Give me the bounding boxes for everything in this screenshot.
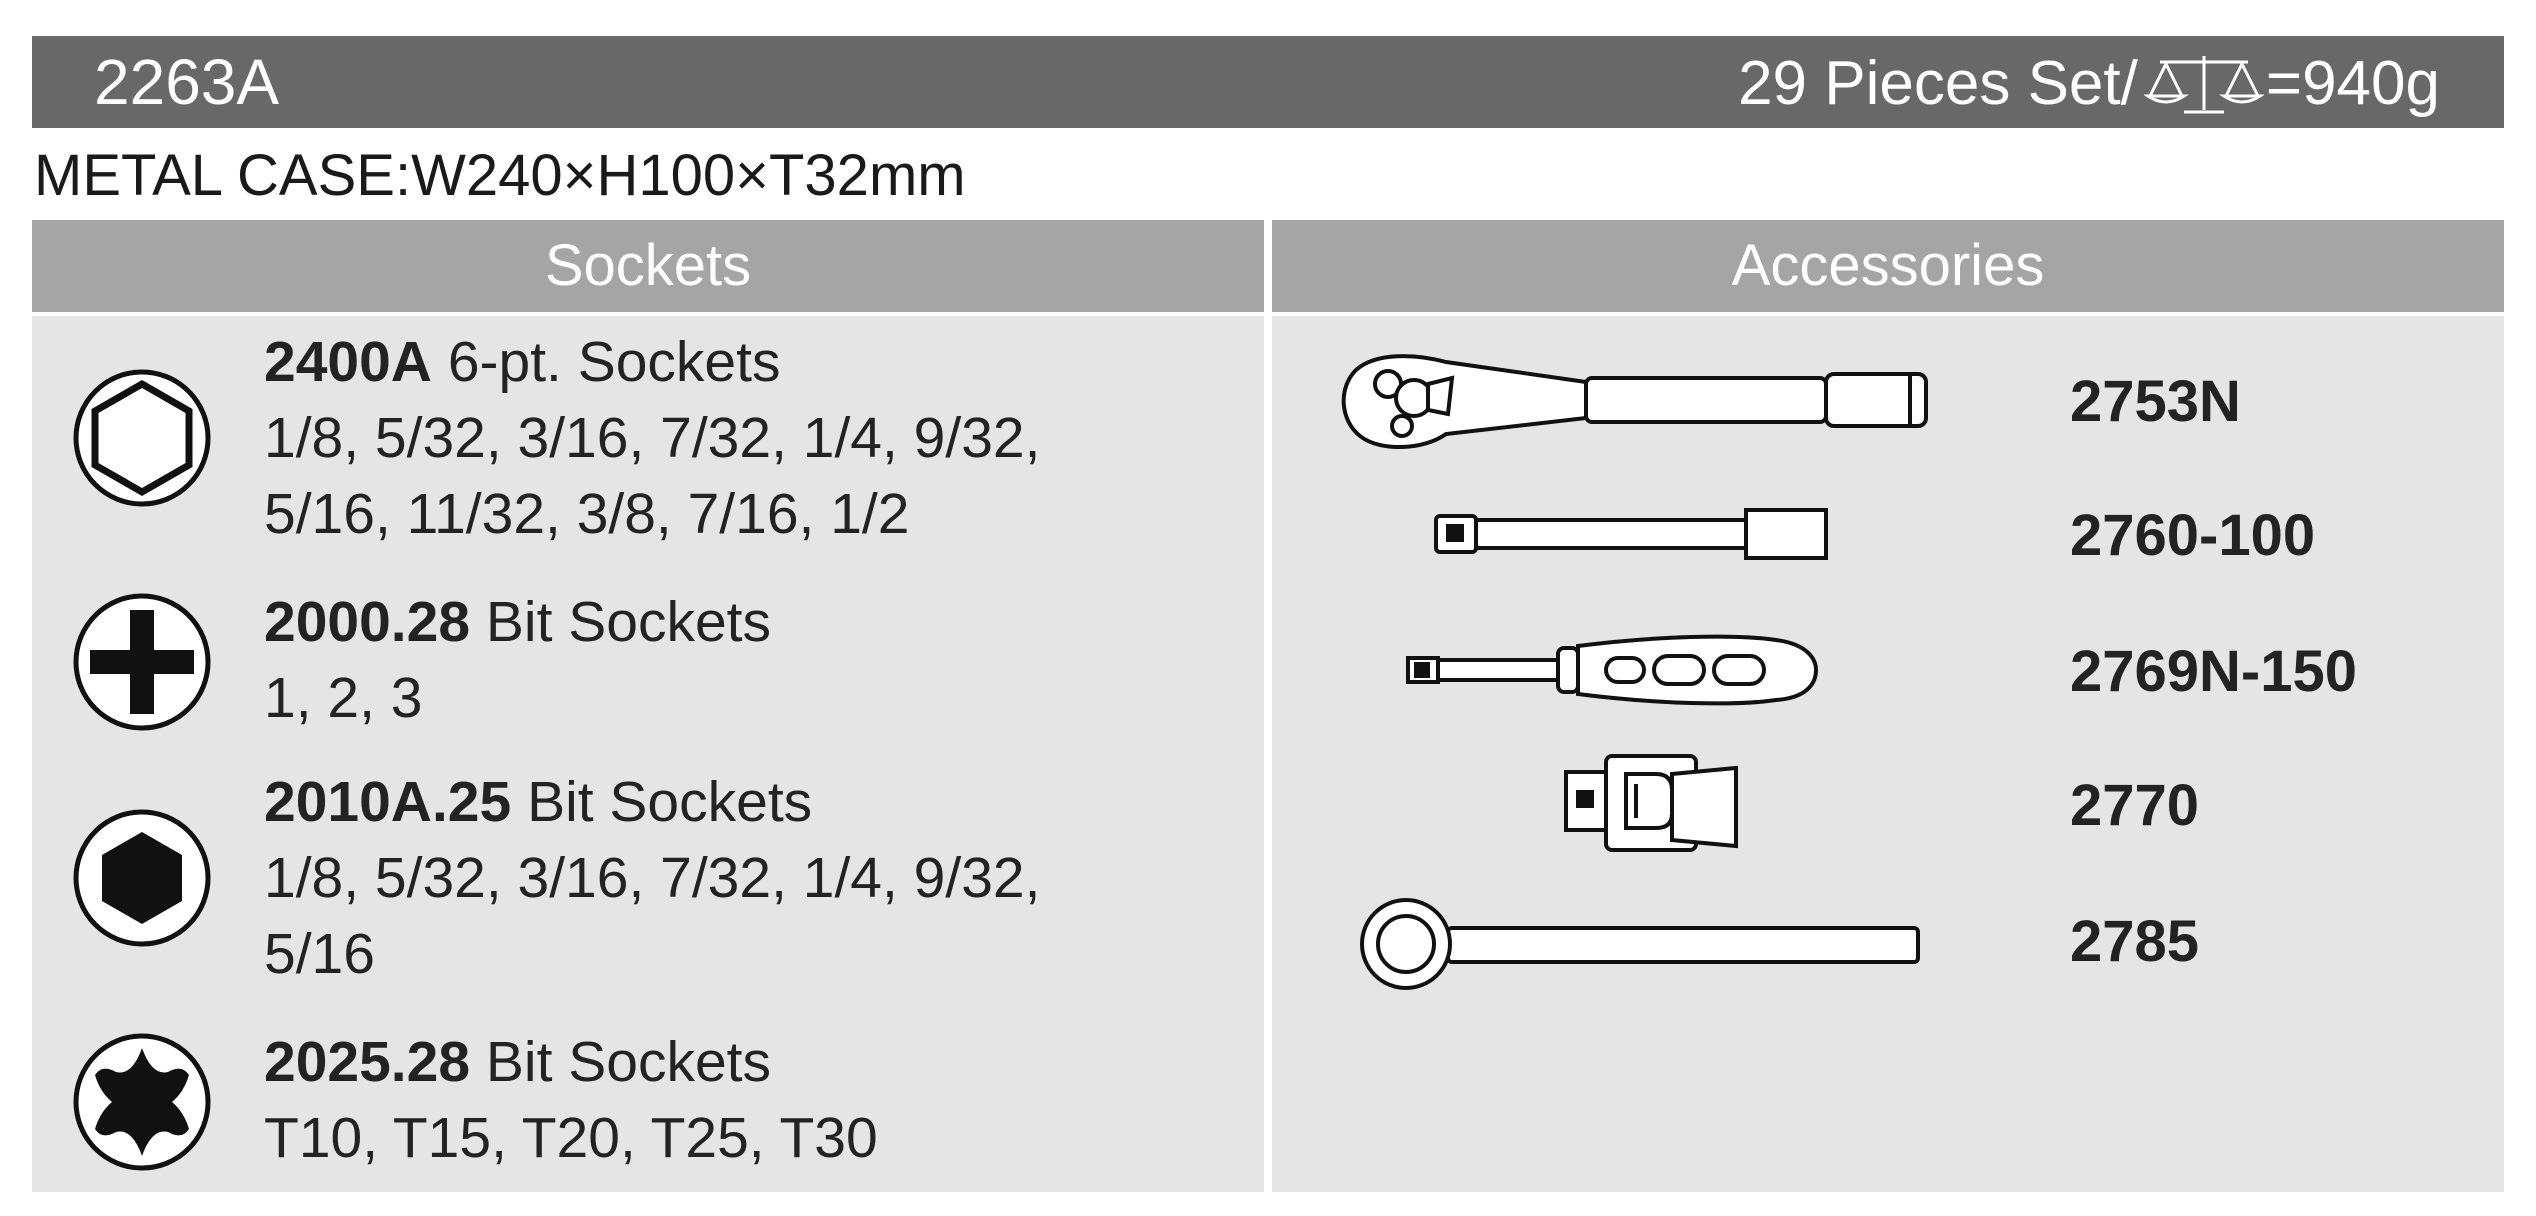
socket-text: [264, 584, 771, 736]
socket-code: 2400A: [264, 330, 432, 394]
socket-sizes-line-2: 5/16: [264, 922, 375, 986]
accessory-code: 2770: [2070, 773, 2200, 838]
sockets-header: Sockets: [32, 220, 1264, 316]
hex-bit-icon: [72, 808, 212, 948]
accessory-code: 2769N-150: [2070, 639, 2357, 704]
socket-name: 6-pt. Sockets: [447, 330, 781, 394]
pieces-weight: [1738, 50, 2440, 118]
accessories-header: Accessories: [1272, 220, 2504, 316]
universal-joint-icon: [1336, 744, 1976, 864]
accessory-item-2770: [1272, 744, 2504, 864]
spinner-handle-icon: [1336, 610, 1976, 730]
accessory-item-2785: [1272, 880, 2504, 1000]
sockets-panel: [32, 220, 1264, 1192]
socket-text: [264, 764, 1040, 992]
socket-code: 2000.28: [264, 590, 471, 654]
ratchet-icon: [1336, 340, 1976, 460]
extension-bar-icon: [1336, 474, 1976, 594]
phillips-bit-icon: [72, 592, 212, 732]
socket-name: Bit Sockets: [485, 1030, 772, 1094]
socket-sizes-line-1: T10, T15, T20, T25, T30: [264, 1106, 878, 1170]
breaker-bar-icon: [1336, 880, 1976, 1000]
socket-name: Bit Sockets: [527, 770, 813, 834]
socket-code: 2010A.25: [264, 770, 512, 834]
socket-code: 2025.28: [264, 1030, 471, 1094]
case-dimensions: METAL CASE:W240×H100×T32mm: [34, 143, 966, 208]
socket-name: Bit Sockets: [485, 590, 772, 654]
model-number: 2263A: [94, 46, 280, 118]
accessory-item-2753n: [1272, 340, 2504, 460]
weight-value: =940g: [2265, 49, 2440, 118]
accessories-panel: [1272, 220, 2504, 1192]
accessory-code: 2760-100: [2070, 503, 2316, 568]
torx-bit-icon: [72, 1032, 212, 1172]
title-bar: [32, 36, 2504, 128]
socket-sizes-line-2: 5/16, 11/32, 3/8, 7/16, 1/2: [264, 482, 910, 546]
accessory-item-2769n-150: [1272, 610, 2504, 730]
pieces-count: 29 Pieces Set/: [1738, 49, 2138, 118]
socket-sizes-line-1: 1, 2, 3: [264, 666, 423, 730]
accessory-code: 2753N: [2070, 369, 2241, 434]
accessory-item-2760-100: [1272, 474, 2504, 594]
socket-text: [264, 324, 1040, 552]
accessory-code: 2785: [2070, 909, 2200, 974]
socket-text: [264, 1024, 878, 1176]
scale-icon: [2144, 52, 2264, 116]
socket-sizes-line-1: 1/8, 5/32, 3/16, 7/32, 1/4, 9/32,: [264, 406, 1041, 470]
hex-socket-icon: [72, 368, 212, 508]
socket-sizes-line-1: 1/8, 5/32, 3/16, 7/32, 1/4, 9/32,: [264, 846, 1041, 910]
